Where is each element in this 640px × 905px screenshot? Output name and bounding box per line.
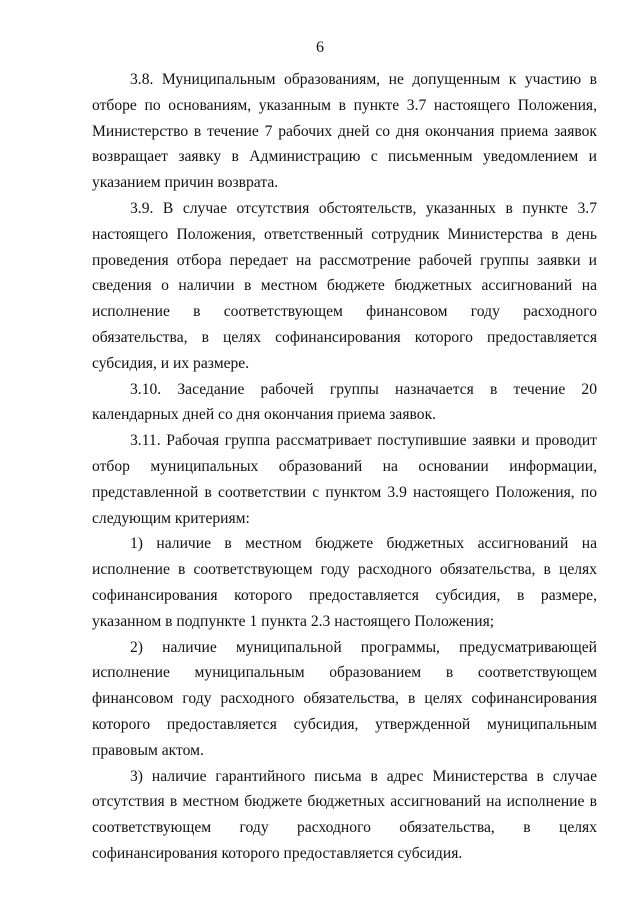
paragraph-3-10: 3.10. Заседание рабочей группы назначается в течение 20 календарных дней со дня окончания приема заявок. [92, 380, 597, 424]
criterion-1: 1) наличие в местном бюджете бюджетных ассигнований на исполнение в соответствующем году расходного обязательства, в целях софинансирования которого предоставляется субсидия, в размере, указанном в подпункте 1 пункта 2.3 настоящего Положения; [92, 535, 597, 630]
criterion-3: 3) наличие гарантийного письма в адрес Министерства в случае отсутствия в местном бюджете бюджетных ассигнований на исполнение в соответствующем году расходного обязательства, в целях софинансирования которого предоставляется субсидия. [92, 767, 597, 862]
page-number: 6 [316, 39, 324, 56]
paragraph-3-9: 3.9. В случае отсутствия обстоятельств, указанных в пункте 3.7 настоящего Положения, ответственный сотрудник Министерства в день проведения отбора передает на рассмотрение рабочей группы заявки и сведения о наличии в местном бюджете бюджетных ассигнований на исполнение в соответствующем финансовом году расходного обязательства, в целях софинансирования которого предоставляется субсидия, и их размере. [92, 199, 597, 372]
document-body [92, 67, 597, 867]
paragraph-3-11: 3.11. Рабочая группа рассматривает поступившие заявки и проводит отбор муниципальных образований на основании информации, представленной в соответствии с пунктом 3.9 настоящего Положения, по следующим критериям: [92, 432, 597, 527]
criterion-2: 2) наличие муниципальной программы, предусматривающей исполнение муниципальным образованием в соответствующем финансовом году расходного обязательства, в целях софинансирования которого предоставляется субсидия, утвержденной муниципальным правовым актом. [92, 638, 597, 759]
paragraph-3-8: 3.8. Муниципальным образованиям, не допущенным к участию в отборе по основаниям, указанным в пункте 3.7 настоящего Положения, Министерство в течение 7 рабочих дней со дня окончания приема заявок возвращает заявку в Администрацию с письменным уведомлением и указанием причин возврата. [92, 71, 597, 192]
